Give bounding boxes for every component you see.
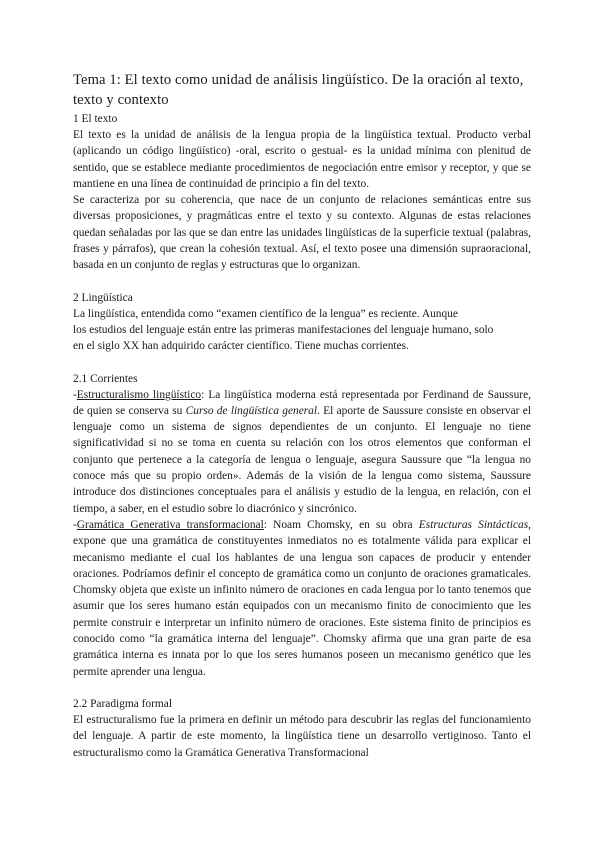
book-title-estructuras: Estructuras Sintácticas [418, 518, 529, 531]
spacer [73, 680, 531, 696]
list-dash: - [73, 388, 77, 401]
paragraph-linguistica [73, 306, 531, 355]
paragraph-paradigma-formal: El estructuralismo fue la primera en definir un método para descubrir las reglas del funcionamiento del lenguaje. A partir de este momento, la lingüística tiene un desarrollo vertiginoso. Tanto el estructuralismo como la Gramática Generativa Transformacional [73, 713, 531, 759]
term-estructuralismo: Estructuralismo lingüístico [76, 388, 202, 401]
gramatica-text-2: , expone que una gramática de constituyentes inmediatos no es totalmente válida para explicar el mecanismo mediante el cual los hablantes de una lengua son capaces de producir y entender oraciones. Podríamos definir el concepto de gramática como un conjunto de oraciones gramaticales. Chomsky objeta que existe un infinito número de oraciones en cada lengua por lo tanto tenemos que asumir que los seres humano están equipados con un mecanismo finito de conocimiento que les permite construir e interpretar un infinito número de oraciones. Este sistema finito de principios es conocido como “la gramática interna del lenguaje”. Chomsky afirma que una gran parte de esa gramática interna es innata por lo que los seres humanos poseen un mecanismo genético que les permite aprender una lengua. [73, 518, 531, 678]
section-heading-linguistica: 2 Lingüística [73, 291, 133, 304]
paragraph-estructuralismo [73, 387, 531, 517]
paragraph-gramatica-generativa [73, 517, 531, 680]
paragraph-texto-coherencia: Se caracteriza por su coherencia, que nace de un conjunto de relaciones semánticas entre sus diversas proposiciones, y pragmáticas entre el texto y su contexto. Algunas de estas relaciones quedan señaladas por las que se dan entre las unidades lingüísticas de la superficie textual (palabras, frases y párrafos), que crean la cohesión textual. Así, el texto posee una dimensión supraoracional, basada en un conjunto de reglas y estructuras que lo organizan. [73, 194, 531, 272]
linguistica-line-3: en el siglo XX han adquirido carácter científico. Tiene muchas corrientes. [73, 340, 409, 353]
term-gramatica-generativa: Gramática Generativa transformacional [76, 518, 264, 531]
linguistica-line-2: los estudios del lenguaje están entre las primeras manifestaciones del lenguaje humano, solo [73, 323, 494, 336]
section-heading-corrientes: 2.1 Corrientes [73, 372, 138, 385]
paragraph-texto-definicion: El texto es la unidad de análisis de la lengua propia de la lingüística textual. Producto verbal (aplicando un código lingüístico) -oral, escrito o gestual- es la unidad mínima con plenitud de sentido, que se establece mediante procedimientos de negociación entre emisor y receptor, y que se mantiene en una línea de continuidad de principio a fin del texto. [73, 129, 531, 190]
document-title: Tema 1: El texto como unidad de análisis lingüístico. De la oración al texto, texto y contexto [73, 72, 524, 108]
spacer [73, 355, 531, 371]
spacer [73, 274, 531, 290]
gramatica-text-1: : Noam Chomsky, en su obra [263, 518, 419, 531]
section-heading-paradigma: 2.2 Paradigma formal [73, 697, 173, 710]
estructuralismo-text-1: : La lingüística moderna está representada por Ferdinand de Saussure, de quien se conserva su [73, 388, 531, 417]
section-heading-texto: 1 El texto [73, 113, 118, 125]
estructuralismo-text-2: . El aporte de Saussure consiste en observar el lenguaje como un sistema de signos dependientes de un conjunto. El lenguaje no tiene significatividad si no se toma en cuenta su relación con los otros elementos que conforman el conjunto que pertenece a la categoría de lengua o lenguaje, asegura Saussure que “la lengua no conoce más que su propio orden». Además de la visión de la lengua como sistema, Saussure introduce dos distinciones conceptuales para el análisis y estudio de la lengua, en relación, con el tiempo, a saber, en el estudio sobre lo diacrónico y sincrónico. [73, 404, 531, 515]
list-dash: - [73, 518, 77, 531]
linguistica-line-1: La lingüística, entendida como “examen científico de la lengua” es reciente. Aunque [73, 307, 458, 320]
book-title-curso: Curso de lingüística general [185, 404, 318, 417]
